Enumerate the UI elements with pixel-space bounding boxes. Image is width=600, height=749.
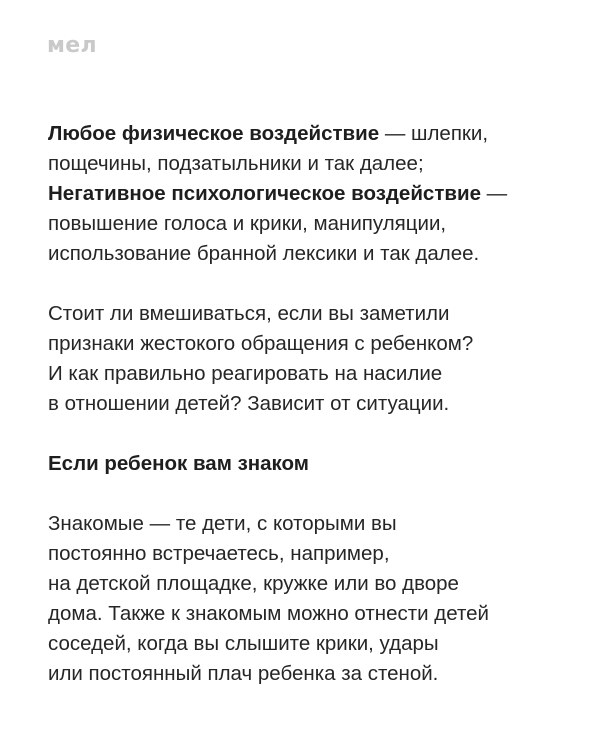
text-line: использование бранной лексики и так далее. <box>48 242 480 265</box>
bold-term-psychological: Негативное психологическое воздействие <box>48 182 481 205</box>
text-line <box>48 179 568 209</box>
text-fragment: — шлепки, <box>379 122 489 145</box>
brand-logo: мел <box>47 33 97 58</box>
article-body <box>48 119 568 689</box>
paragraph-spacer <box>48 419 568 449</box>
paragraph-spacer <box>48 269 568 299</box>
bold-term-physical: Любое физическое воздействие <box>48 122 380 145</box>
text-line: И как правильно реагировать на насилие <box>48 362 443 385</box>
text-line: постоянно встречаетесь, например, <box>48 542 390 565</box>
text-line: или постоянный плач ребенка за стеной. <box>48 662 439 685</box>
text-fragment: — <box>480 182 508 205</box>
text-line: пощечины, подзатыльники и так далее; <box>48 152 424 175</box>
text-line: на детской площадке, кружке или во дворе <box>48 572 459 595</box>
text-line <box>48 119 568 149</box>
text-line: повышение голоса и крики, манипуляции, <box>48 212 447 235</box>
text-line: признаки жестокого обращения с ребенком? <box>48 332 474 355</box>
text-line: Знакомые — те дети, с которыми вы <box>48 512 397 535</box>
paragraph-acquaintances <box>48 509 568 689</box>
paragraph-spacer <box>48 479 568 509</box>
paragraph-violence-types <box>48 119 568 269</box>
text-line: соседей, когда вы слышите крики, удары <box>48 632 439 655</box>
paragraph-question <box>48 299 568 419</box>
section-heading: Если ребенок вам знаком <box>48 452 309 475</box>
text-line: дома. Также к знакомым можно отнести детей <box>48 602 489 625</box>
text-line: в отношении детей? Зависит от ситуации. <box>48 392 450 415</box>
text-line: Стоит ли вмешиваться, если вы заметили <box>48 302 450 325</box>
